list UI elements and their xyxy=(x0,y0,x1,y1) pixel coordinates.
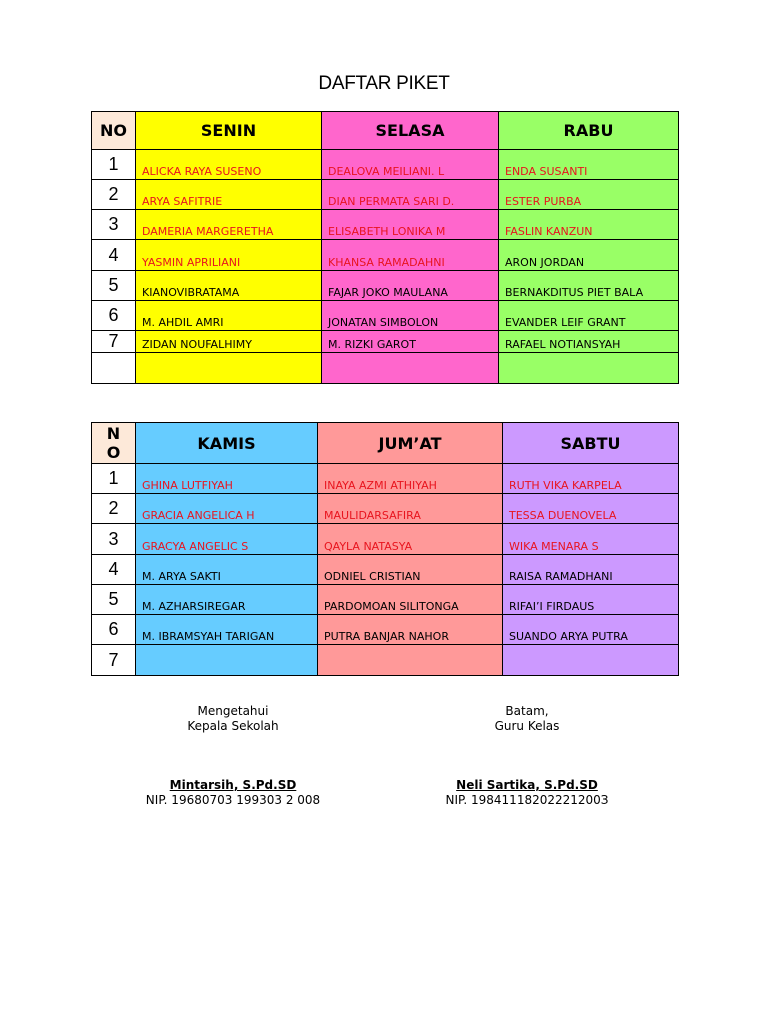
student-name-cell: INAYA AZMI ATHIYAH xyxy=(318,464,503,494)
table-row xyxy=(92,555,679,585)
student-name-cell: QAYLA NATASYA xyxy=(318,524,503,555)
student-name-cell: DAMERIA MARGERETHA xyxy=(136,210,322,240)
student-name-cell: M. AZHARSIREGAR xyxy=(136,585,318,615)
student-name-cell: DEALOVA MEILIANI. L xyxy=(322,150,499,180)
row-number: 3 xyxy=(92,210,136,240)
student-name-cell: YASMIN APRILIANI xyxy=(136,240,322,271)
student-name-cell: ARON JORDAN xyxy=(499,240,679,271)
student-name-cell xyxy=(318,645,503,676)
day-header-2: RABU xyxy=(499,112,679,150)
student-name-cell: EVANDER LEIF GRANT xyxy=(499,301,679,331)
table-row xyxy=(92,464,679,494)
table-row xyxy=(92,353,679,384)
table-header-row xyxy=(92,423,679,464)
table-header-row xyxy=(92,112,679,150)
table-row xyxy=(92,150,679,180)
row-number: 7 xyxy=(92,645,136,676)
sign-right-name: Neli Sartika, S.Pd.SD xyxy=(456,778,598,792)
row-number: 5 xyxy=(92,271,136,301)
table-row xyxy=(92,271,679,301)
row-number: 4 xyxy=(92,555,136,585)
student-name-cell: TESSA DUENOVELA xyxy=(503,494,679,524)
student-name-cell: RUTH VIKA KARPELA xyxy=(503,464,679,494)
student-name-cell: MAULIDARSAFIRA xyxy=(318,494,503,524)
row-number: 3 xyxy=(92,524,136,555)
row-number: 5 xyxy=(92,585,136,615)
table-row xyxy=(92,180,679,210)
student-name-cell: GRACIA ANGELICA H xyxy=(136,494,318,524)
student-name-cell: ELISABETH LONIKA M xyxy=(322,210,499,240)
student-name-cell: ALICKA RAYA SUSENO xyxy=(136,150,322,180)
no-header-label: NO xyxy=(100,121,127,140)
student-name-cell: FAJAR JOKO MAULANA xyxy=(322,271,499,301)
day-header-1: JUM’AT xyxy=(318,423,503,464)
row-number: 6 xyxy=(92,301,136,331)
student-name-cell: JONATAN SIMBOLON xyxy=(322,301,499,331)
row-number: 1 xyxy=(92,464,136,494)
row-number xyxy=(92,353,136,384)
sign-left-line1: Mengetahui xyxy=(197,704,269,718)
sign-right-line2: Guru Kelas xyxy=(494,719,560,733)
student-name-cell: GRACYA ANGELIC S xyxy=(136,524,318,555)
page-title: DAFTAR PIKET xyxy=(318,73,450,94)
student-name-cell: PARDOMOAN SILITONGA xyxy=(318,585,503,615)
student-name-cell: M. AHDIL AMRI xyxy=(136,301,322,331)
table-row xyxy=(92,494,679,524)
student-name-cell: ARYA SAFITRIE xyxy=(136,180,322,210)
table-row xyxy=(92,585,679,615)
row-number: 6 xyxy=(92,615,136,645)
sign-right-nip: NIP. 19841118202221200З xyxy=(445,793,609,807)
no-column-header xyxy=(92,112,136,150)
student-name-cell xyxy=(499,353,679,384)
student-name-cell: PUTRA BANJAR NAHOR xyxy=(318,615,503,645)
sign-left-name: Mintarsih, S.Pd.SD xyxy=(169,778,297,792)
table-row xyxy=(92,645,679,676)
sign-left-line2: Kepala Sekolah xyxy=(187,719,279,733)
student-name-cell: DIAN PERMATA SARI D. xyxy=(322,180,499,210)
student-name-cell xyxy=(136,645,318,676)
signature-right xyxy=(407,704,647,808)
row-number: 2 xyxy=(92,180,136,210)
day-header-0: KAMIS xyxy=(136,423,318,464)
student-name-cell: BERNAKDITUS PIET BALA xyxy=(499,271,679,301)
student-name-cell: SUANDO ARYA PUTRA xyxy=(503,615,679,645)
row-number: 1 xyxy=(92,150,136,180)
student-name-cell: ZIDAN NOUFALHIMY xyxy=(136,331,322,353)
student-name-cell: KHANSA RAMADAHNI xyxy=(322,240,499,271)
no-header-label: O xyxy=(106,443,121,462)
student-name-cell: ODNIEL CRISTIAN xyxy=(318,555,503,585)
student-name-cell: ENDA SUSANTI xyxy=(499,150,679,180)
student-name-cell: KIANOVIBRATAMA xyxy=(136,271,322,301)
student-name-cell: GHINA LUTFIYAH xyxy=(136,464,318,494)
table-row xyxy=(92,615,679,645)
student-name-cell: FASLIN KANZUN xyxy=(499,210,679,240)
row-number: 2 xyxy=(92,494,136,524)
row-number: 7 xyxy=(92,331,136,353)
schedule-table-mon-wed xyxy=(91,111,679,384)
student-name-cell: WIKA MENARA S xyxy=(503,524,679,555)
sign-left-nip: NIP. 19680703 199303 2 008 xyxy=(145,793,321,807)
no-column-header xyxy=(92,423,136,464)
table-row xyxy=(92,301,679,331)
table-row xyxy=(92,524,679,555)
student-name-cell: M. ARYA SAKTI xyxy=(136,555,318,585)
table-row xyxy=(92,331,679,353)
table-row xyxy=(92,240,679,271)
sign-right-line1: Batam, xyxy=(505,704,549,718)
student-name-cell: M. RIZKI GAROT xyxy=(322,331,499,353)
student-name-cell: RAFAEL NOTIANSYAH xyxy=(499,331,679,353)
day-header-0: SENIN xyxy=(136,112,322,150)
table-row xyxy=(92,210,679,240)
signature-left xyxy=(113,704,353,808)
no-header-label: N xyxy=(106,424,121,443)
student-name-cell: RIFAI’I FIRDAUS xyxy=(503,585,679,615)
schedule-table-thu-sat xyxy=(91,422,679,676)
student-name-cell: M. IBRAMSYAH TARIGAN xyxy=(136,615,318,645)
row-number: 4 xyxy=(92,240,136,271)
student-name-cell: ESTER PURBA xyxy=(499,180,679,210)
student-name-cell: RAISA RAMADHANI xyxy=(503,555,679,585)
student-name-cell xyxy=(322,353,499,384)
day-header-1: SELASA xyxy=(322,112,499,150)
student-name-cell xyxy=(136,353,322,384)
day-header-2: SABTU xyxy=(503,423,679,464)
student-name-cell xyxy=(503,645,679,676)
